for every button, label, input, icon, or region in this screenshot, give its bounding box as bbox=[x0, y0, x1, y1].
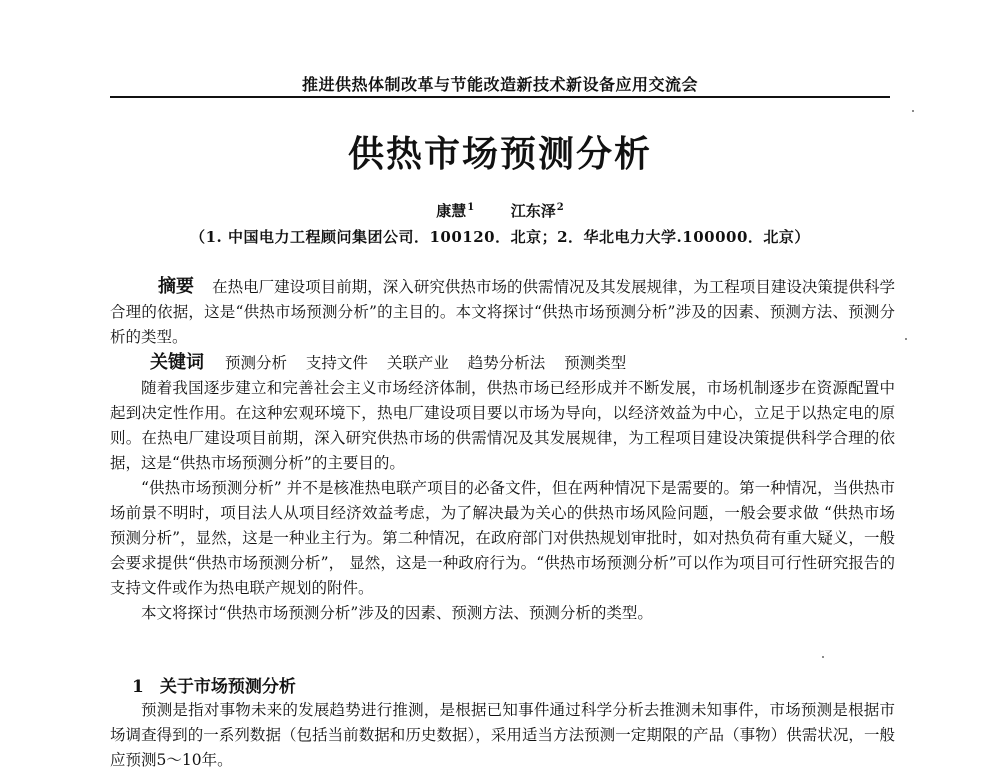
abstract-text: 在热电厂建设项目前期，深入研究供热市场的供需情况及其发展规律，为工程项目建设决策提供科学合理的依据，这是“供热市场预测分析”的主目的。本文将探讨“供热市场预测分析”涉及的因素、预测方法、预测分析的类型。 bbox=[110, 278, 895, 346]
introduction bbox=[110, 376, 895, 626]
running-header: 推进供热体制改革与节能改造新技术新设备应用交流会 bbox=[301, 75, 698, 94]
abstract-label: 摘要 bbox=[158, 276, 195, 297]
section-heading bbox=[132, 672, 296, 697]
body-paragraph: 随着我国逐步建立和完善社会主义市场经济体制，供热市场已经形成并不断发展，市场机制逐步在资源配置中起到决定性作用。在这种宏观环境下，热电厂建设项目要以市场为导向，以经济效益为中心，立足于以热定电的原则。在热电厂建设项目前期，深入研究供热市场的供需情况及其发展规律，为工程项目建设决策提供科学合理的依据，这是“供热市场预测分析”的主要目的。 bbox=[110, 379, 895, 472]
keyword: 预测分析 bbox=[224, 354, 287, 372]
keyword: 关联产业 bbox=[386, 354, 449, 372]
body-paragraph: 本文将探讨“供热市场预测分析”涉及的因素、预测方法、预测分析的类型。 bbox=[141, 604, 653, 622]
author-affiliation-mark: 1 bbox=[467, 202, 475, 213]
section-title: 关于市场预测分析 bbox=[159, 677, 296, 697]
affiliation-line: （1. 中国电力工程顾问集团公司．100120．北京；2．华北电力大学.100000．北京） bbox=[190, 228, 810, 246]
paper-title: 供热市场预测分析 bbox=[347, 133, 652, 175]
keyword: 支持文件 bbox=[305, 354, 368, 372]
section-body bbox=[110, 698, 895, 773]
scan-speck bbox=[912, 110, 914, 112]
scan-speck bbox=[822, 656, 824, 658]
author-affiliation-mark: 2 bbox=[556, 202, 564, 213]
body-paragraph: 预测是指对事物未来的发展趋势进行推测，是根据已知事件通过科学分析去推测未知事件，市场预测是根据市场调查得到的一系列数据（包括当前数据和历史数据），采用适当方法预测一定期限的产品（事物）供需状况，一般应预测5～10年。 bbox=[110, 701, 895, 769]
author-name: 江东泽 bbox=[510, 202, 556, 220]
keyword: 趋势分析法 bbox=[467, 354, 546, 372]
body-paragraph: “供热市场预测分析” 并不是核准热电联产项目的必备文件，但在两种情况下是需要的。第一种情况，当供热市场前景不明时，项目法人从项目经济效益考虑，为了解决最为关心的供热市场风险问题，一般会要求做 “供热市场预测分析”，显然，这是一种业主行为。第二种情况，在政府部门对供热规划审批时，如对热负荷有重大疑义，一般会要求提供“供热市场预测分析”， 显然，这是一种政府行为。“供热市场预测分析”可以作为项目可行性研究报告的支持文件或作为热电联产规划的附件。 bbox=[110, 479, 895, 597]
keywords-label: 关键词 bbox=[150, 352, 204, 373]
author-name: 康慧 bbox=[436, 202, 467, 220]
scan-speck bbox=[905, 338, 907, 340]
header-rule bbox=[110, 96, 890, 98]
keyword: 预测类型 bbox=[564, 354, 627, 372]
section-number: 1 bbox=[132, 677, 144, 697]
abstract bbox=[110, 274, 895, 350]
author-line bbox=[0, 200, 1000, 221]
keywords bbox=[110, 350, 895, 376]
